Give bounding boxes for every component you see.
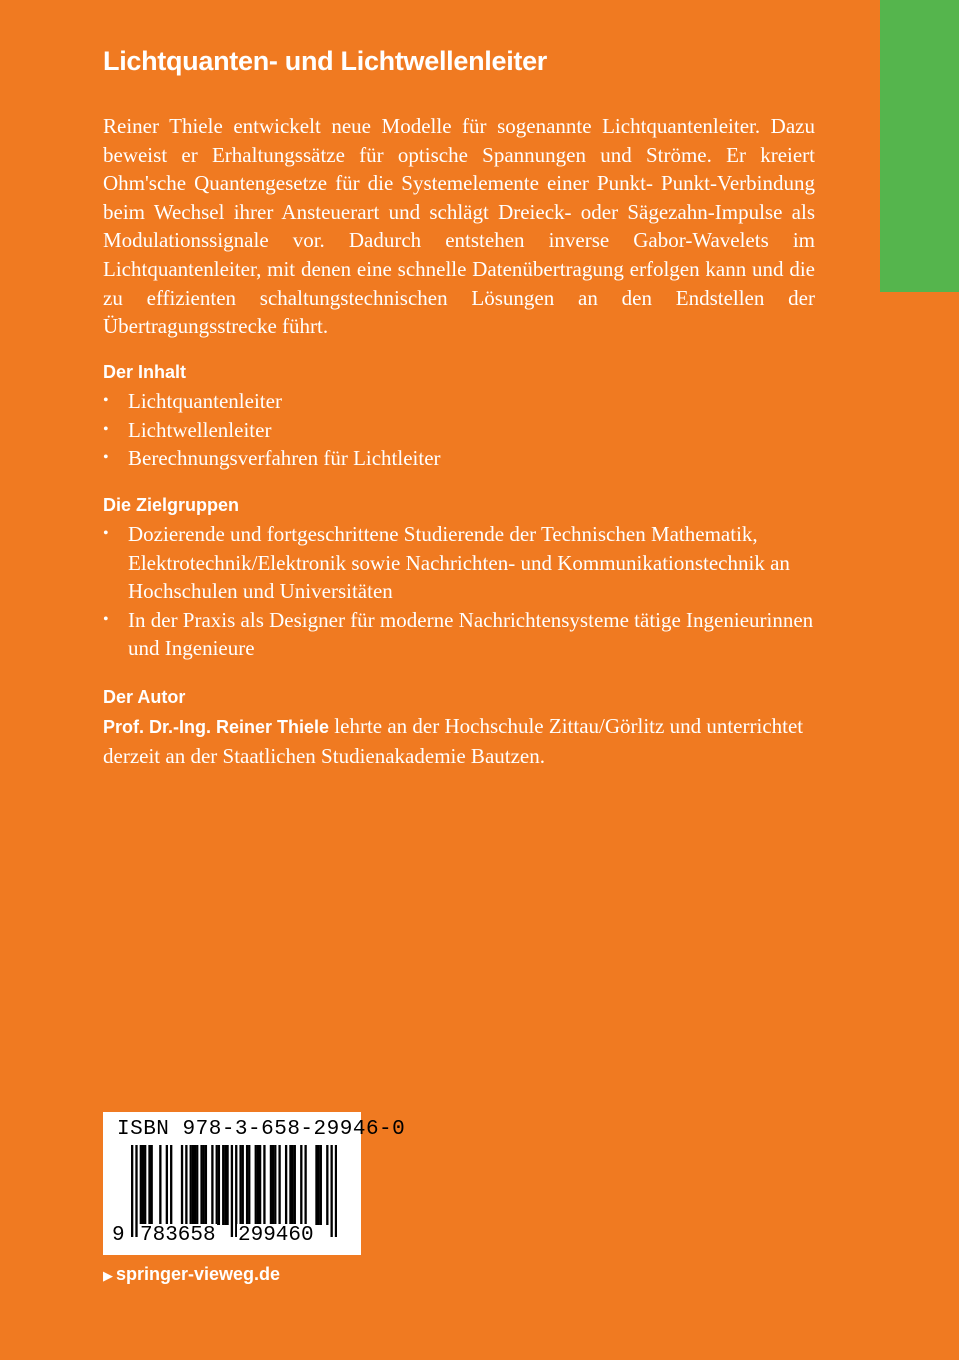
website-link[interactable] xyxy=(103,1264,280,1285)
barcode-bar xyxy=(226,1145,228,1225)
barcode-bar xyxy=(218,1145,220,1225)
barcode-bar xyxy=(231,1145,233,1237)
barcode-bar xyxy=(190,1145,192,1225)
barcode-bar xyxy=(142,1145,144,1225)
barcode-bar xyxy=(166,1145,168,1225)
barcode-bar xyxy=(289,1145,291,1225)
barcode-bar xyxy=(274,1145,276,1225)
zielgruppen-heading: Die Zielgruppen xyxy=(103,495,240,515)
zielgruppen-list xyxy=(103,520,815,663)
barcode-bar xyxy=(131,1145,133,1237)
barcode-bar xyxy=(300,1145,302,1225)
barcode-bar xyxy=(317,1145,319,1225)
barcode-bar xyxy=(246,1145,248,1225)
isbn-barcode xyxy=(103,1112,406,1255)
barcode-bar xyxy=(194,1145,196,1225)
barcode-bar xyxy=(270,1145,272,1225)
barcode-bar xyxy=(192,1145,194,1225)
barcode-bar xyxy=(135,1145,137,1237)
barcode-bar xyxy=(140,1145,142,1225)
barcode-bar xyxy=(205,1145,207,1225)
barcode-bar xyxy=(335,1145,337,1237)
barcode-bar xyxy=(272,1145,274,1225)
barcode-bar xyxy=(151,1145,153,1225)
barcode-bar xyxy=(255,1145,257,1225)
barcode-bar xyxy=(294,1145,296,1225)
barcode-bar xyxy=(200,1145,202,1225)
barcode-bar xyxy=(170,1145,172,1225)
list-item: • Dozierende und fortgeschrittene Studierende der Technischen Mathematik, Elektrotechnik/Elektronik sowie Nachrichten- und Kommunikationstechnik an Hochschulen und Universitäten xyxy=(103,520,815,606)
list-item: • Lichtquantenleiter xyxy=(103,387,815,416)
barcode-bar xyxy=(148,1145,150,1225)
book-title: Lichtquanten- und Lichtwellenleiter xyxy=(103,46,548,76)
inhalt-heading: Der Inhalt xyxy=(103,362,187,382)
author-name: Prof. Dr.-Ing. Reiner Thiele xyxy=(103,717,330,737)
ean-left-group: 783658 xyxy=(140,1224,216,1247)
barcode-bar xyxy=(144,1145,146,1225)
barcode-bar xyxy=(257,1145,259,1225)
barcode-bar xyxy=(222,1145,224,1225)
barcode-bar xyxy=(242,1145,244,1225)
accent-bar xyxy=(880,0,959,292)
list-item: • Berechnungsverfahren für Lichtleiter xyxy=(103,444,815,473)
barcode-bar xyxy=(291,1145,293,1225)
author-bio-text: lehrte an der Hochschule Zittau/Görlitz und unterrichtet derzeit an der Staatlichen Studienakademie Bautzen. xyxy=(103,714,804,768)
blurb-paragraph: Reiner Thiele entwickelt neue Modelle für sogenannte Lichtquantenleiter. Dazu beweist er Erhaltungssätze für optische Spannungen und Ströme. Er kreiert Ohm'sche Quantengesetze für die Systemelemente einer Punkt- Punkt-Verbindung beim Wechsel ihrer Ansteuerart und schlägt Dreieck- oder Sägezahn-Impulse als Modulationssignale vor. Dadurch entstehen inverse Gabor-Wavelets im Lichtquantenleiter, mit denen eine schnelle Datenübertragung erfolgen kann und die zu effizienten schaltungstechnischen Lösungen an den Endstellen der Übertragungsstrecke führt. xyxy=(103,114,815,339)
list-item: • Lichtwellenleiter xyxy=(103,416,815,445)
ean-first-digit: 9 xyxy=(112,1224,125,1247)
author-bio xyxy=(103,712,815,770)
barcode-bar xyxy=(224,1145,226,1225)
barcode-bar xyxy=(304,1145,306,1225)
barcode-bar xyxy=(285,1145,287,1225)
play-arrow-icon: ▶ xyxy=(103,1268,113,1283)
barcode-bar xyxy=(196,1145,198,1225)
barcode-bar xyxy=(211,1145,213,1225)
barcode-bar xyxy=(248,1145,250,1225)
barcode-bar xyxy=(320,1145,322,1225)
barcode-bar xyxy=(203,1145,205,1225)
barcode-bar xyxy=(263,1145,265,1225)
barcode-bar xyxy=(259,1145,261,1225)
list-item: • In der Praxis als Designer für moderne Nachrichtensysteme tätige Ingenieurinnen und Ingenieure xyxy=(103,606,815,663)
barcode-bar xyxy=(278,1145,280,1225)
inhalt-list xyxy=(103,387,815,473)
barcode-bar xyxy=(326,1145,328,1225)
barcode-bar xyxy=(181,1145,183,1225)
barcode-bar xyxy=(315,1145,317,1225)
barcode-bar xyxy=(216,1145,218,1225)
barcode-bar xyxy=(330,1145,332,1237)
ean-right-group: 299460 xyxy=(238,1224,314,1247)
barcode-bar xyxy=(159,1145,161,1225)
website-text: springer-vieweg.de xyxy=(116,1264,281,1284)
barcode-bar xyxy=(185,1145,187,1225)
autor-heading: Der Autor xyxy=(103,687,186,707)
isbn-label: ISBN 978-3-658-29946-0 xyxy=(117,1118,406,1141)
barcode-bar xyxy=(239,1145,241,1225)
